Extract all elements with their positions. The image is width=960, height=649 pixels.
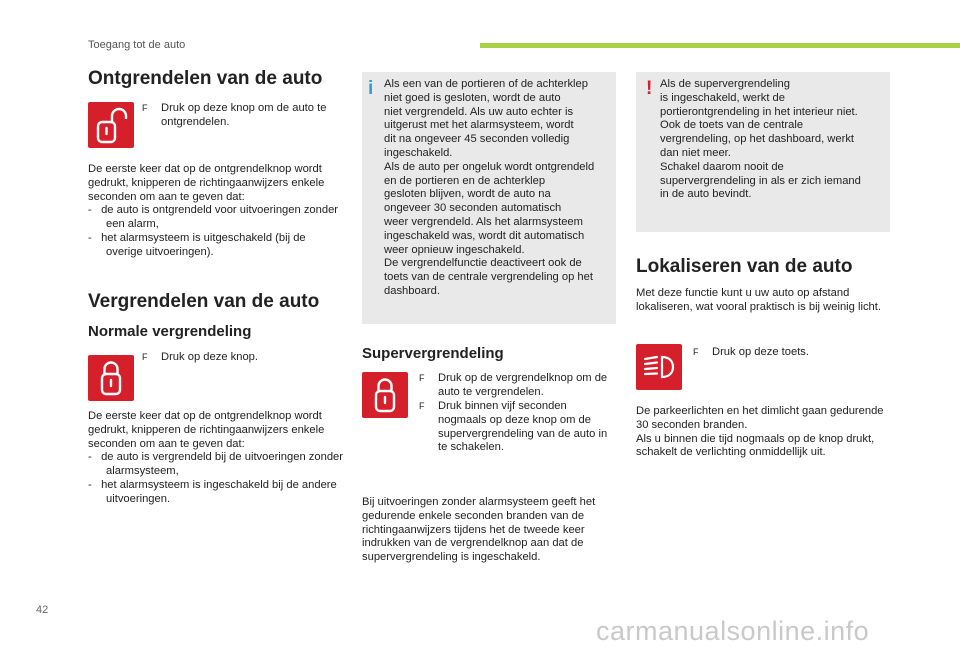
bullet-marker: F	[142, 103, 148, 113]
super-bullet	[419, 400, 615, 455]
section-header-bar	[480, 43, 960, 48]
bullet-marker: F	[419, 373, 425, 383]
lock-icon	[88, 355, 134, 401]
super-lock-title: Supervergrendeling	[362, 345, 504, 362]
lock-item: - het alarmsysteem is ingeschakeld bij de andere uitvoeringen.	[88, 478, 337, 505]
lock-icon	[362, 372, 408, 418]
warning-icon: !	[646, 78, 653, 99]
unlock-item: - de auto is ontgrendeld voor uitvoeringen zonder een alarm,	[88, 204, 339, 231]
locate-button-icon	[636, 344, 682, 390]
warning-note-text: Als de supervergrendeling is ingeschakeld, werkt de portierontgrendeling in het interieur niet. Ook de toets van de centrale vergrendeling, op het dashboard, werkt dan niet meer. Schakel daarom nooit de supervergrendeling in als er zich iemand in de auto bevindt.	[660, 78, 861, 201]
locate-text-2: Als u binnen die tijd nogmaals op de knop drukt, schakelt de verlichting onmiddellijk uit.	[636, 432, 875, 459]
bullet-marker: F	[142, 352, 148, 362]
lock-title: Vergrendelen van de auto	[88, 291, 320, 312]
unlock-button-icon	[88, 102, 134, 148]
unlock-title: Ontgrendelen van de auto	[88, 68, 323, 89]
lock-button-icon	[88, 355, 134, 401]
bullet-marker: F	[419, 401, 425, 411]
page-number: 42	[36, 604, 49, 616]
locate-text-1: De parkeerlichten en het dimlicht gaan gedurende 30 seconden branden.	[636, 405, 884, 431]
super-bullet	[419, 372, 615, 400]
locate-bullet	[693, 346, 889, 360]
super-bullet-text: Druk binnen vijf seconden nogmaals op deze knop om de supervergrendeling van de auto in te schakelen.	[438, 400, 608, 454]
info-icon: i	[368, 78, 374, 99]
locate-title: Lokaliseren van de auto	[636, 256, 853, 277]
section-header-label: Toegang tot de auto	[88, 39, 186, 51]
lock-intro: De eerste keer dat op de ontgrendelknop wordt gedrukt, knipperen de richtingaanwijzers enkele seconden om aan te geven dat:	[88, 410, 325, 450]
lock-description	[88, 410, 344, 507]
unlock-intro: De eerste keer dat op de ontgrendelknop wordt gedrukt, knipperen de richtingaanwijzers enkele seconden om aan te geven dat:	[88, 163, 325, 203]
super-lock-button-icon	[362, 372, 408, 418]
super-lock-note: Bij uitvoeringen zonder alarmsysteem geeft het gedurende enkele seconden branden van de richtingaanwijzers tijdens het de tweede keer indrukken van de vergrendelknop aan dat de supervergrendeling is ingeschakeld.	[362, 496, 596, 564]
watermark: carmanualsonline.info	[596, 616, 870, 646]
unlock-bullet-text: Druk op deze knop om de auto te ontgrendelen.	[161, 102, 327, 128]
lock-bullet-text: Druk op deze knop.	[161, 351, 259, 363]
unlock-bullet	[142, 102, 342, 130]
unlock-icon	[88, 102, 134, 148]
lock-bullet	[142, 351, 342, 365]
info-note-box	[362, 72, 616, 324]
headlight-icon	[636, 344, 682, 390]
bullet-marker: F	[693, 347, 699, 357]
locate-description	[636, 405, 890, 460]
lock-subtitle: Normale vergrendeling	[88, 323, 252, 340]
locate-intro: Met deze functie kunt u uw auto op afstand lokaliseren, wat vooral praktisch is bij weinig licht.	[636, 287, 881, 313]
super-bullet-text: Druk op de vergrendelknop om de auto te vergrendelen.	[438, 372, 608, 398]
lock-item: - de auto is vergrendeld bij de uitvoeringen zonder alarmsysteem,	[88, 451, 343, 478]
locate-bullet-text: Druk op deze toets.	[712, 346, 810, 358]
warning-note-box	[636, 72, 890, 232]
info-note-text: Als een van de portieren of de achterklep niet goed is gesloten, wordt de auto niet vergrendeld. Als uw auto echter is uitgerust met het alarmsysteem, wordt dit na ongeveer 45 seconden volledig ingeschakeld. Als de auto per ongeluk wordt ontgrendeld en de portieren en de achterklep gesloten blijven, wordt de auto na ongeveer 30 seconden automatisch weer vergrendeld. Als het alarmsysteem ingeschakeld was, wordt dit automatisch weer opnieuw ingeschakeld. De vergrendelfunctie deactiveert ook de toets van de centrale vergrendeling op het dashboard.	[384, 78, 595, 297]
unlock-description	[88, 163, 344, 260]
unlock-item: - het alarmsysteem is uitgeschakeld (bij de overige uitvoeringen).	[88, 231, 306, 258]
